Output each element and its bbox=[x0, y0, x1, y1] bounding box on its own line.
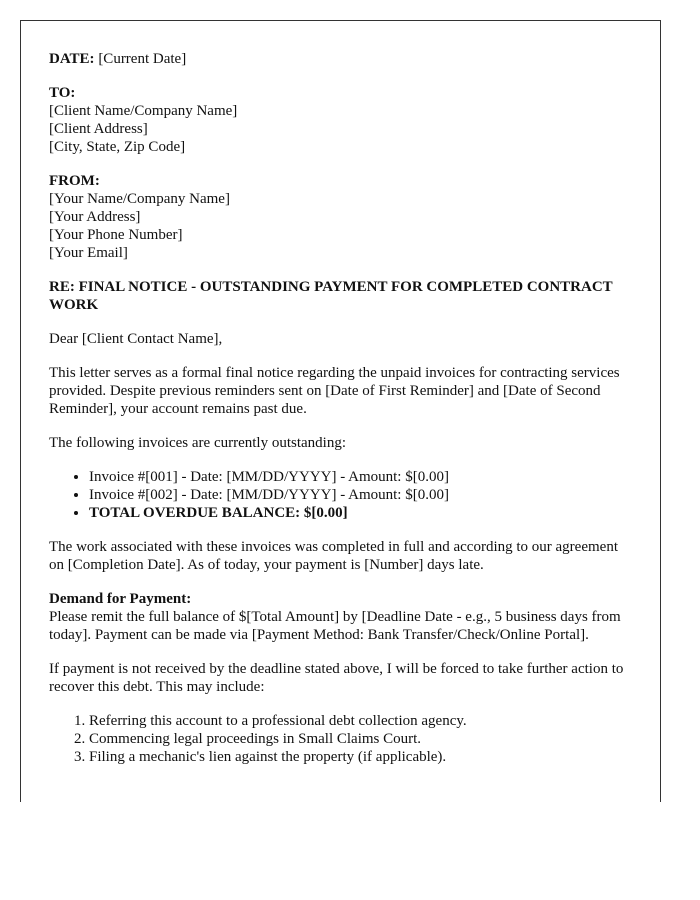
invoices-intro: The following invoices are currently outstanding: bbox=[49, 435, 347, 451]
salutation: Dear [Client Contact Name], bbox=[49, 331, 223, 347]
subject-line: RE: FINAL NOTICE - OUTSTANDING PAYMENT FOR COMPLETED CONTRACT WORK bbox=[49, 279, 613, 313]
consequence-item: 1. Referring this account to a professional debt collection agency. bbox=[89, 712, 632, 730]
consequence-item: 2. Commencing legal proceedings in Small Claims Court. bbox=[89, 730, 632, 748]
work-paragraph: The work associated with these invoices was completed in full and according to our agreement on [Completion Date]. As of today, your payment is [Number] days late. bbox=[49, 539, 618, 573]
intro-paragraph: This letter serves as a formal final notice regarding the unpaid invoices for contracting services provided. Despite previous reminders sent on [Date of First Reminder] and [Date of Second Reminder], your account remains past due. bbox=[49, 365, 620, 417]
from-block: FROM: [Your Name/Company Name] [Your Address] [Your Phone Number] [Your Email] bbox=[49, 173, 230, 261]
consequences-list bbox=[49, 712, 632, 766]
total-item: • TOTAL OVERDUE BALANCE: $[0.00] bbox=[89, 504, 632, 522]
consequences-intro: If payment is not received by the deadline stated above, I will be forced to take further action to recover this debt. This may include: bbox=[49, 661, 624, 695]
invoice-item: • Invoice #[001] - Date: [MM/DD/YYYY] - Amount: $[0.00] bbox=[89, 468, 632, 486]
letter-page bbox=[20, 20, 661, 802]
invoice-item: • Invoice #[002] - Date: [MM/DD/YYYY] - Amount: $[0.00] bbox=[89, 486, 632, 504]
date-line: DATE: [Current Date] bbox=[49, 51, 187, 67]
invoice-list bbox=[49, 468, 632, 522]
consequence-item: 3. Filing a mechanic's lien against the property (if applicable). bbox=[89, 748, 632, 766]
to-block: TO: [Client Name/Company Name] [Client Address] [City, State, Zip Code] bbox=[49, 85, 238, 155]
demand-block: Demand for Payment: Please remit the full balance of $[Total Amount] by [Deadline Date - e.g., 5 business days from today]. Payment can be made via [Payment Method: Bank Transfer/Check/Online Portal]. bbox=[49, 591, 621, 643]
